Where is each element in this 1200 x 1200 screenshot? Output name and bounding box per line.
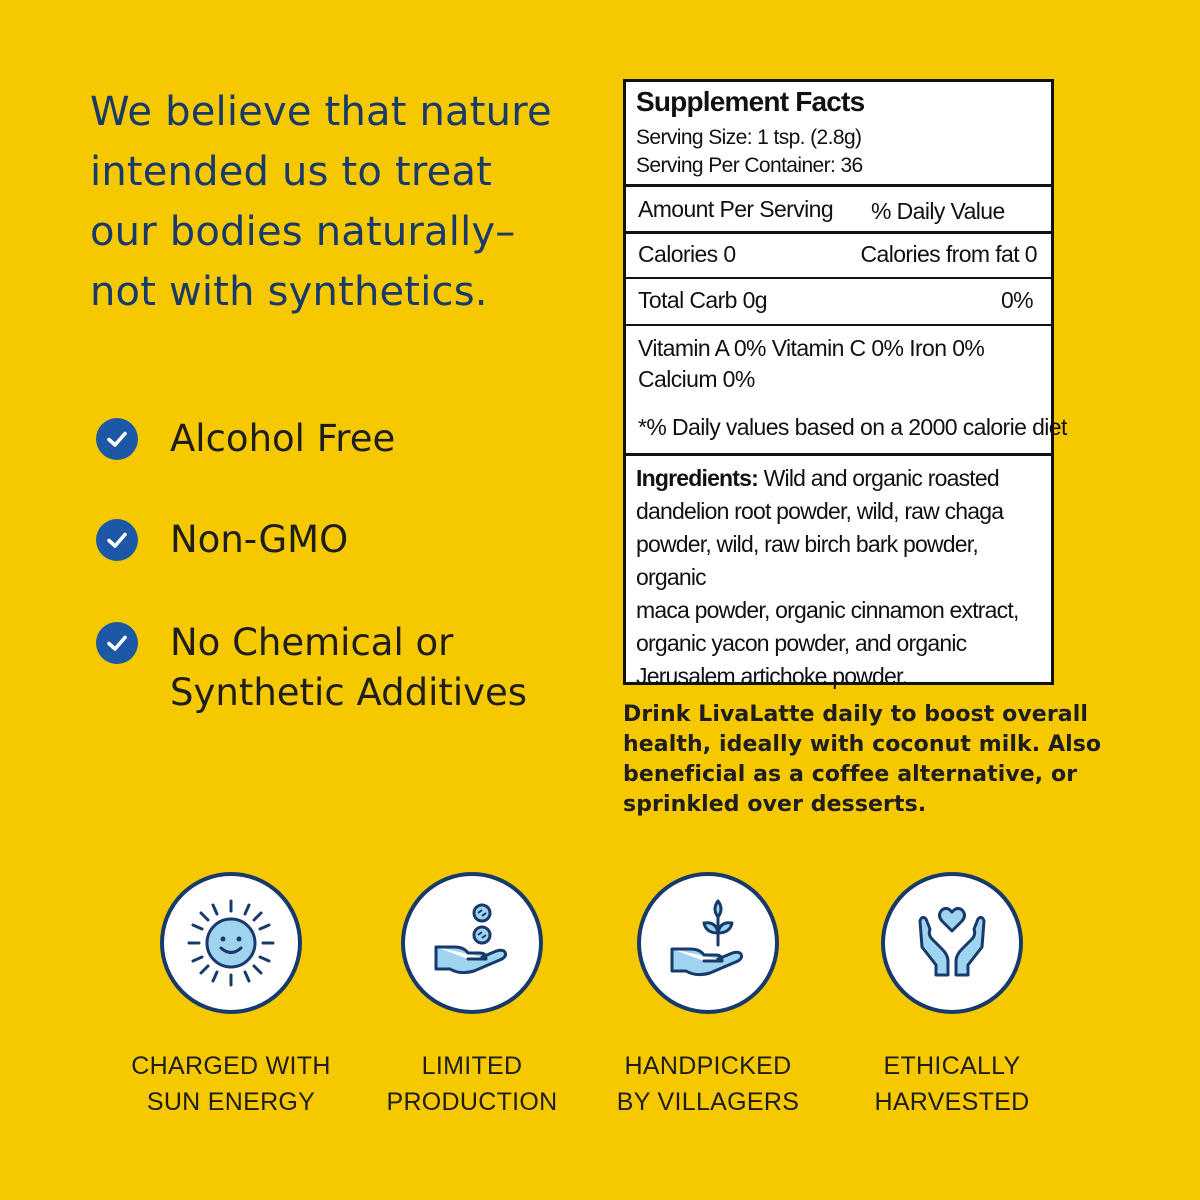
hands-with-heart-icon <box>904 895 1000 991</box>
claim-label-line: Synthetic Additives <box>170 671 528 714</box>
amount-header: Amount Per Serving <box>638 196 834 222</box>
badge-label-line: ETHICALLY <box>883 1052 1021 1080</box>
ingredients-line: Wild and organic roasted <box>763 465 999 491</box>
check-circle-icon <box>96 519 138 561</box>
ingredients-text <box>636 462 1044 693</box>
claim-label <box>170 515 348 565</box>
headline-line: We believe that nature <box>90 89 552 135</box>
claim-label-line: No Chemical or <box>170 621 454 664</box>
facts-ingredients <box>626 456 1051 689</box>
usage-line: Drink LivaLatte daily to boost overall <box>623 702 1088 727</box>
vitamins-line: Vitamin A 0% Vitamin C 0% Iron 0% <box>638 335 985 361</box>
supplement-facts-panel <box>623 79 1067 689</box>
facts-vitamins <box>626 326 1067 456</box>
ingredients-line: Jerusalem artichoke powder. <box>636 663 908 689</box>
usage-line: health, ideally with coconut milk. Also <box>623 732 1102 757</box>
badge-circle <box>401 872 543 1014</box>
badge-circle <box>881 872 1023 1014</box>
claim-label <box>170 618 527 718</box>
ingredients-line: powder, wild, raw birch bark powder, organic <box>636 531 978 590</box>
badge-label <box>588 1048 828 1120</box>
ingredients-label: Ingredients: <box>636 465 759 491</box>
total-carb: Total Carb 0g <box>638 287 767 313</box>
claim-no-additives <box>96 618 527 718</box>
ingredients-line: organic yacon powder, and organic <box>636 630 967 656</box>
smiling-sun-icon <box>183 895 279 991</box>
calories-from-fat: Calories from fat 0 <box>860 241 1037 267</box>
usage-text <box>623 700 1123 820</box>
serving-size: Serving Size: 1 tsp. (2.8g) <box>636 126 862 149</box>
check-circle-icon <box>96 622 138 664</box>
badge-label-line: LIMITED <box>421 1052 523 1080</box>
check-circle-icon <box>96 418 138 460</box>
badge-handpicked <box>588 872 828 1120</box>
badge-ethically-harvested <box>832 872 1072 1120</box>
calcium-line: Calcium 0% <box>638 366 755 392</box>
hand-with-sprout-icon <box>660 895 756 991</box>
badge-label <box>111 1048 351 1120</box>
badge-label-line: HANDPICKED <box>624 1052 792 1080</box>
badge-sun-energy <box>111 872 351 1120</box>
headline-line: intended us to treat <box>90 149 493 195</box>
claim-alcohol-free <box>96 414 395 464</box>
badge-circle <box>160 872 302 1014</box>
claim-label-line: Non-GMO <box>170 518 349 561</box>
usage-line: sprinkled over desserts. <box>623 792 927 817</box>
servings-per-container: Serving Per Container: 36 <box>636 154 863 177</box>
badge-label-line: CHARGED WITH <box>131 1052 331 1080</box>
headline-line: not with synthetics. <box>90 269 488 315</box>
claim-label-line: Alcohol Free <box>170 417 396 460</box>
claim-non-gmo <box>96 515 348 565</box>
daily-value-footnote: *% Daily values based on a 2000 calorie diet <box>638 414 1067 440</box>
badge-label <box>832 1048 1072 1120</box>
badge-label-line: SUN ENERGY <box>146 1088 316 1116</box>
badge-limited-production <box>352 872 592 1120</box>
hand-with-coins-icon <box>424 895 520 991</box>
facts-header <box>626 82 1051 187</box>
badge-label-line: BY VILLAGERS <box>616 1088 800 1116</box>
facts-title: Supplement Facts <box>636 86 865 117</box>
usage-line: beneficial as a coffee alternative, or <box>623 762 1078 787</box>
badge-circle <box>637 872 779 1014</box>
daily-value-header: % Daily Value <box>871 198 1005 224</box>
total-carb-dv: 0% <box>1000 287 1033 313</box>
badge-label-line: PRODUCTION <box>386 1088 558 1116</box>
ingredients-line: dandelion root powder, wild, raw chaga <box>636 498 1004 524</box>
headline <box>90 82 590 322</box>
facts-amount-row <box>626 187 1051 234</box>
badge-label <box>352 1048 592 1120</box>
claim-label <box>170 414 395 464</box>
headline-line: our bodies naturally– <box>90 209 516 255</box>
facts-carb-row <box>626 279 1051 326</box>
badge-label-line: HARVESTED <box>874 1088 1030 1116</box>
ingredients-line: maca powder, organic cinnamon extract, <box>636 597 1019 623</box>
facts-calories-row <box>626 234 1051 279</box>
calories: Calories 0 <box>638 241 736 267</box>
